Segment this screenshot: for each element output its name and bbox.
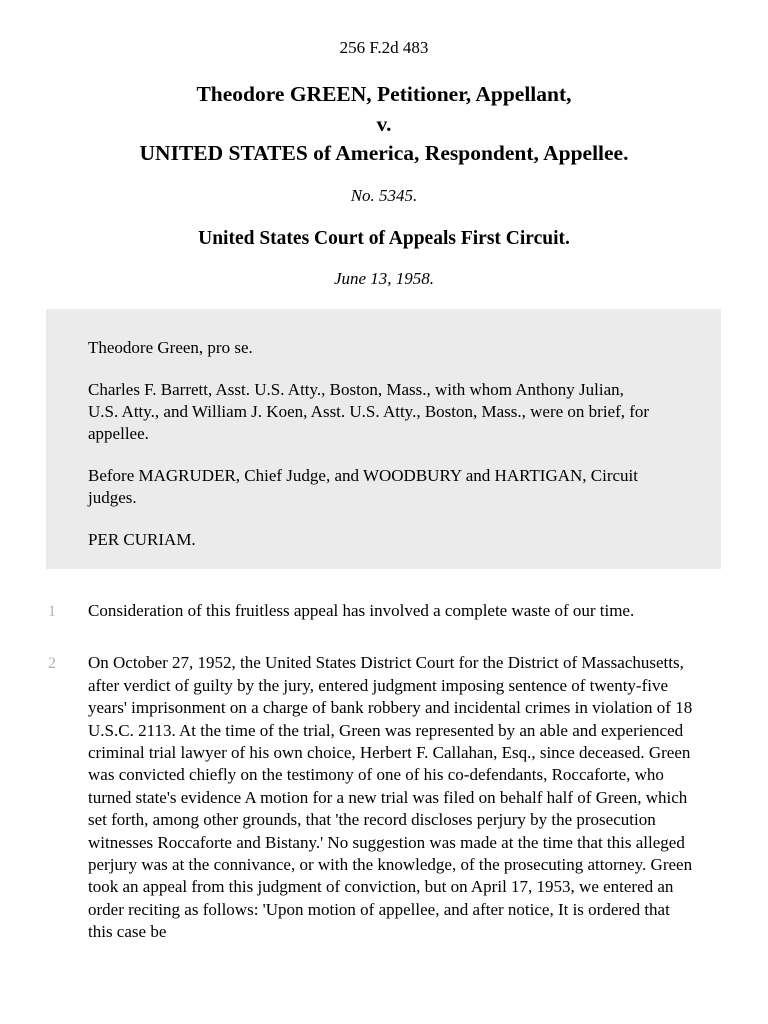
paragraph-number: 1	[48, 602, 56, 620]
opinion-paragraph-1	[48, 600, 720, 622]
paragraph-number: 2	[48, 655, 56, 673]
decision-date: June 13, 1958.	[333, 269, 435, 289]
counsel-block	[46, 309, 721, 569]
case-title	[0, 80, 768, 169]
opinion-body	[48, 600, 720, 944]
paragraph-text: On October 27, 1952, the United States District Court for the District of Massachusetts, after verdict of guilty by the jury, entered judgment imposing sentence of twenty-five years' imprisonment on a charge of bank robbery and incidental crimes in violation of 18 U.S.C. 2113. At the time of the trial, Green was represented by an able and experienced criminal trial lawyer of his own choice, Herbert F. Callahan, Esq., since deceased. Green was convicted chiefly on the testimony of one of his co-defendants, Roccaforte, who turned state's evidence A motion for a new trial was filed on behalf half of Green, which set forth, among other grounds, that 'the record discloses perjury by the prosecution witnesses Roccaforte and Bistany.' No suggestion was made at the time that this alleged perjury was at the connivance, or with the knowledge, of the prosecuting attorney. Green took an appeal from this judgment of conviction, but on April 17, 1953, we entered an order reciting as follows: 'Upon motion of appellee, and after notice, It is ordered that this case be	[88, 653, 693, 942]
case-header	[0, 37, 768, 291]
case-title-appellant: Theodore GREEN, Petitioner, Appellant,	[196, 81, 572, 106]
per-curiam-label: PER CURIAM.	[88, 529, 196, 549]
case-title-appellee: UNITED STATES of America, Respondent, Appellee.	[139, 141, 629, 166]
docket-number: No. 5345.	[350, 185, 418, 205]
opinion-paragraph-2	[48, 652, 720, 943]
panel-judges: Before MAGRUDER, Chief Judge, and WOODBURY and HARTIGAN, Circuit judges.	[88, 465, 639, 508]
counsel-appellee: Charles F. Barrett, Asst. U.S. Atty., Boston, Mass., with whom Anthony Julian, U.S. Atty., and William J. Koen, Asst. U.S. Atty., Boston, Mass., were on brief, for appellee.	[88, 379, 650, 444]
reporter-citation: 256 F.2d 483	[339, 38, 429, 57]
paragraph-text: Consideration of this fruitless appeal has involved a complete waste of our time.	[88, 600, 635, 620]
court-name: United States Court of Appeals First Circuit.	[198, 227, 570, 249]
counsel-pro-se: Theodore Green, pro se.	[88, 338, 253, 358]
case-title-versus: v.	[376, 111, 392, 136]
